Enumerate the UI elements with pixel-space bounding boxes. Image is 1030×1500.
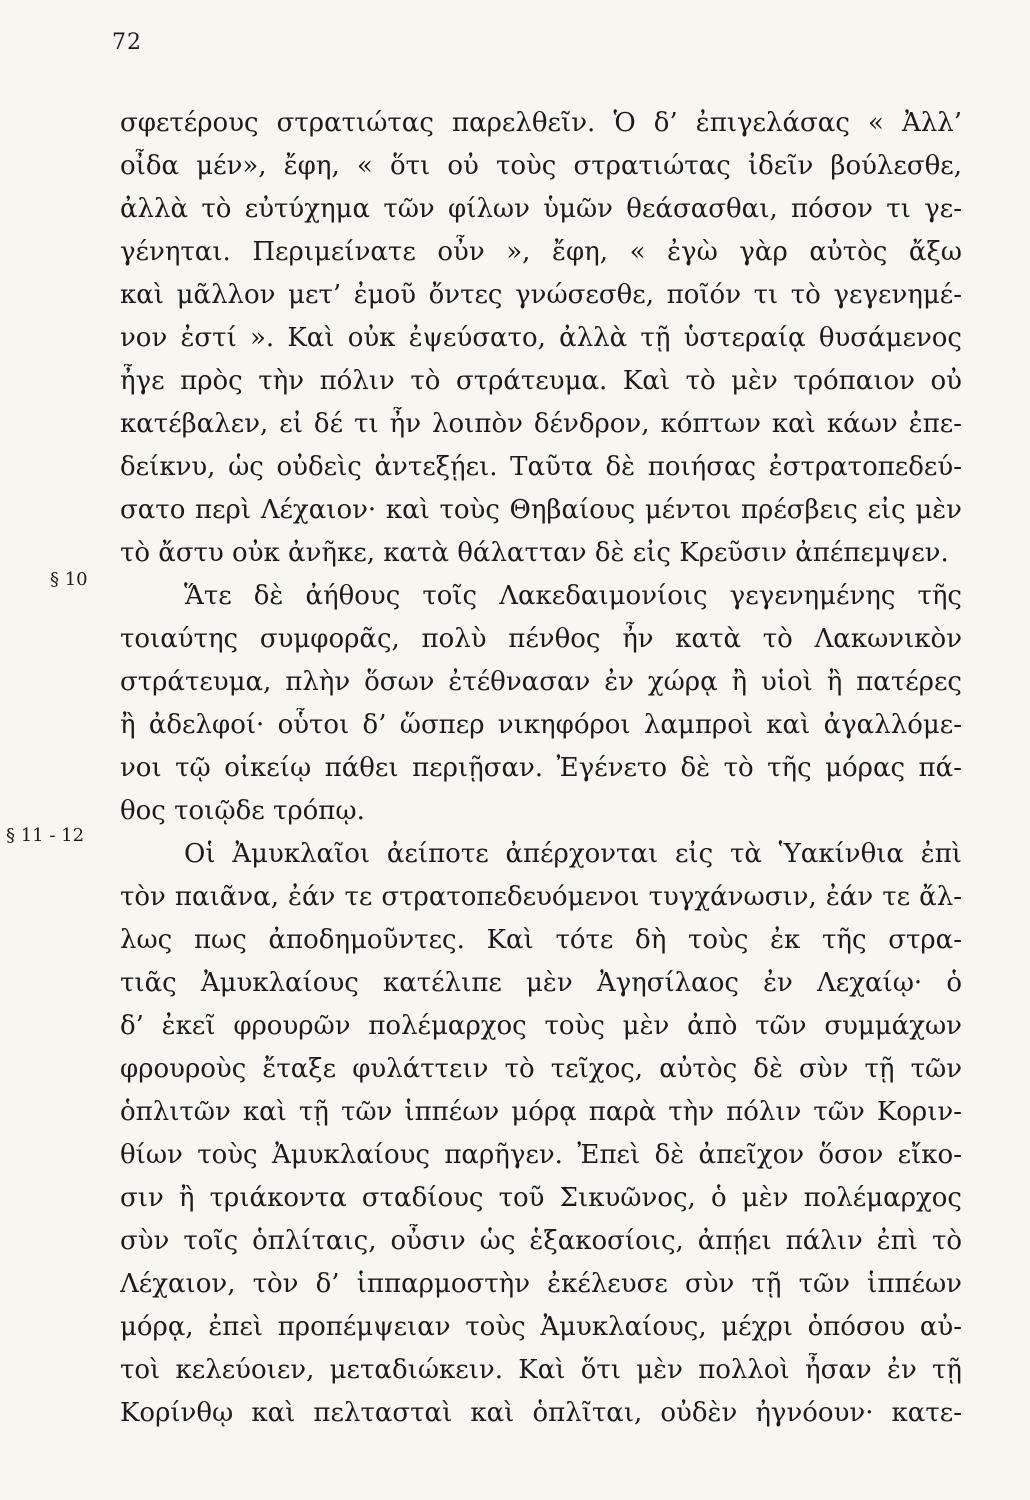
text-line: δείκνυ, ὡς οὐδεὶς ἀντεξῄει. Ταῦτα δὲ ποιήσας ἐστρατοπεδεύ- — [120, 452, 962, 482]
text-line: ὁπλιτῶν καὶ τῇ τῶν ἱππέων μόρᾳ παρὰ τὴν πόλιν τῶν Κοριν- — [120, 1097, 962, 1127]
text-line: νον ἐστί ». Καὶ οὐκ ἐψεύσατο, ἀλλὰ τῇ ὑστεραίᾳ θυσάμενος — [120, 323, 962, 353]
section-mark-11-12: § 11 - 12 — [6, 825, 85, 846]
text-line: καὶ μᾶλλον μετ’ ἐμοῦ ὄντες γνώσεσθε, ποῖόν τι τὸ γεγενημέ- — [120, 280, 962, 310]
text-line: Ἅτε δὲ ἀήθους τοῖς Λακεδαιμονίοις γεγενημένης τῆς — [184, 581, 962, 611]
text-line: νοι τῷ οἰκείῳ πάθει περιῇσαν. Ἐγένετο δὲ τὸ τῆς μόρας πά- — [120, 753, 962, 783]
text-line: θος τοιῷδε τρόπῳ. — [120, 796, 365, 826]
text-line: σὺν τοῖς ὁπλίταις, οὖσιν ὡς ἑξακοσίοις, ἀπῄει πάλιν ἐπὶ τὸ — [120, 1226, 962, 1256]
text-line: Λέχαιον, τὸν δ’ ἱππαρμοστὴν ἐκέλευσε σὺν τῇ τῶν ἱππέων — [120, 1269, 962, 1299]
text-line: τὸ ἄστυ οὐκ ἀνῆκε, κατὰ θάλατταν δὲ εἰς Κρεῦσιν ἀπέπεμψεν. — [120, 538, 949, 568]
text-line: θίων τοὺς Ἀμυκλαίους παρῆγεν. Ἐπεὶ δὲ ἀπεῖχον ὅσον εἴκο- — [120, 1140, 962, 1170]
text-line: τοὶ κελεύοιεν, μεταδιώκειν. Καὶ ὅτι μὲν πολλοὶ ἦσαν ἐν τῇ — [120, 1355, 962, 1385]
text-line: τὸν παιᾶνα, ἐάν τε στρατοπεδευόμενοι τυγχάνωσιν, ἐάν τε ἄλ- — [120, 882, 962, 912]
text-line: Οἱ Ἀμυκλαῖοι ἀείποτε ἀπέρχονται εἰς τὰ Ὑακίνθια ἐπὶ — [184, 839, 962, 869]
text-line: σιν ἢ τριάκοντα σταδίους τοῦ Σικυῶνος, ὁ μὲν πολέμαρχος — [120, 1183, 962, 1213]
text-line: δ’ ἐκεῖ φρουρῶν πολέμαρχος τοὺς μὲν ἀπὸ τῶν συμμάχων — [120, 1011, 962, 1041]
text-line: στράτευμα, πλὴν ὅσων ἐτέθνασαν ἐν χώρᾳ ἢ υἱοὶ ἢ πατέρες — [120, 667, 962, 697]
text-line: σατο περὶ Λέχαιον· καὶ τοὺς Θηβαίους μέντοι πρέσβεις εἰς μὲν — [120, 495, 962, 525]
text-line: λως πως ἀποδημοῦντες. Καὶ τότε δὴ τοὺς ἐκ τῆς στρα- — [120, 925, 962, 955]
page-number: 72 — [112, 30, 142, 55]
text-line: κατέβαλεν, εἰ δέ τι ἦν λοιπὸν δένδρον, κόπτων καὶ κάων ἐπε- — [120, 409, 962, 439]
text-line: ἦγε πρὸς τὴν πόλιν τὸ στράτευμα. Καὶ τὸ μὲν τρόπαιον οὐ — [120, 366, 962, 396]
text-line: φρουροὺς ἔταξε φυλάττειν τὸ τεῖχος, αὐτὸς δὲ σὺν τῇ τῶν — [120, 1054, 962, 1084]
text-line: σφετέρους στρατιώτας παρελθεῖν. Ὁ δ’ ἐπιγελάσας « Ἀλλ’ — [120, 108, 962, 138]
text-line: τιᾶς Ἀμυκλαίους κατέλιπε μὲν Ἀγησίλαος ἐν Λεχαίῳ· ὁ — [120, 968, 962, 998]
text-line: γένηται. Περιμείνατε οὖν », ἔφη, « ἐγὼ γὰρ αὐτὸς ἄξω — [120, 237, 962, 267]
text-line: ἀλλὰ τὸ εὐτύχημα τῶν φίλων ὑμῶν θεάσασθαι, πόσον τι γε- — [120, 194, 962, 224]
text-line: Κορίνθῳ καὶ πελτασταὶ καὶ ὁπλῖται, οὐδὲν ἠγνόουν· κατε- — [120, 1398, 962, 1428]
text-line: οἶδα μέν», ἔφη, « ὅτι οὐ τοὺς στρατιώτας ἰδεῖν βούλεσθε, — [120, 151, 962, 181]
section-mark-10: § 10 — [50, 569, 88, 590]
text-line: μόρᾳ, ἐπεὶ προπέμψειαν τοὺς Ἀμυκλαίους, μέχρι ὁπόσου αὐ- — [120, 1312, 962, 1342]
text-line: ἢ ἀδελφοί· οὗτοι δ’ ὥσπερ νικηφόροι λαμπροὶ καὶ ἀγαλλόμε- — [120, 710, 962, 740]
text-line: τοιαύτης συμφορᾶς, πολὺ πένθος ἦν κατὰ τὸ Λακωνικὸν — [120, 624, 962, 654]
